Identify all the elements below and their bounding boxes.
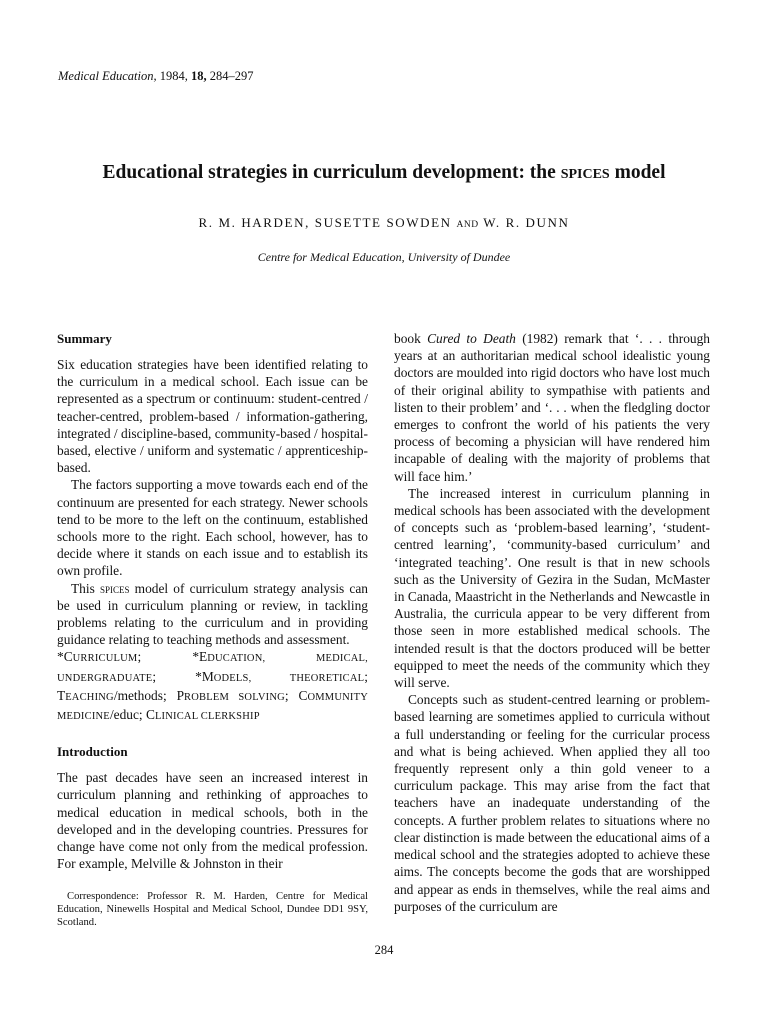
right-paragraph-1 xyxy=(394,330,710,485)
left-column xyxy=(57,330,368,872)
introduction-paragraph-1: The past decades have seen an increased interest in curriculum planning and rethinking of approaches to medical education in medical schools, both in the developed and in the developing countries. Pressures for change have come not only from the medical profession. For example, Melville & Johnston in their xyxy=(57,770,368,872)
authors-part1: R. M. HARDEN, SUSETTE SOWDEN xyxy=(198,215,457,230)
authors-and: AND xyxy=(456,220,479,230)
journal-volume: 18, xyxy=(190,69,207,83)
kw-3a: ROBLEM SOLVING xyxy=(184,691,285,703)
authors-line xyxy=(0,214,768,234)
correspondence-footnote xyxy=(57,890,368,929)
kw-2c: ; T xyxy=(57,668,368,703)
title-main: Educational strategies in curriculum development: the xyxy=(102,162,561,183)
summary-paragraph-1: Six education strategies have been identified relating to the curriculum in a medical school. Each issue can be represented as a spectrum or continuum: student-centred / teacher-centred, problem-based / information-gathering, integrated / discipline-based, community-based / hospital-based, elective / uniform and systematic / apprenticeship-based. xyxy=(57,357,368,476)
summary-p3-b: model of curriculum strategy analysis can be used in curriculum planning or review, in tackling problems relating to the curriculum and in providing guidance relating to teaching methods and assessment. xyxy=(57,580,368,648)
right-paragraph-3: Concepts such as student-centred learning or problem-based learning are sometimes applied to curricula without a full understanding or feeling for the curricular process and what is being achieved. When applied they all too frequently represent only a thin gold veneer to a curriculum package. This may arise from the fact that teachers have an inadequate understanding of the concepts. A further problem relates to situations where no clear distinction is made between the educational aims of a medical school and the strategies adopted to achieve these aims. The concepts become the gods that are worshipped and appear as ends in themselves, while the real aims and purposes of the curriculum are xyxy=(394,692,710,914)
journal-name: Medical Education, xyxy=(58,69,157,83)
kw-1c: ; *E xyxy=(137,649,208,665)
book-title: Cured to Death xyxy=(427,331,516,346)
kw-3d: /educ; C xyxy=(109,707,155,723)
introduction-heading: Introduction xyxy=(57,744,128,760)
summary-p3-a: This xyxy=(71,580,100,596)
kw-3e: LINICAL CLERKSHIP xyxy=(154,711,260,723)
page-number: 284 xyxy=(374,943,394,957)
kw-3b: ; C xyxy=(284,687,308,703)
journal-reference xyxy=(58,68,253,84)
right-column xyxy=(394,330,710,915)
title-end: model xyxy=(609,162,666,183)
kw-1a: *C xyxy=(57,649,73,665)
summary-heading: Summary xyxy=(57,331,112,346)
title-spices: spices xyxy=(560,162,610,183)
summary-paragraph-2: The factors supporting a move towards each end of the continuum are presented for each strategy. Newer schools tend to be more to the left on the continuum, established schools more to the right. Each school, however, has to decide where it stands on each issue and to establish its own profile. xyxy=(57,477,368,579)
kw-1d: DUCATION, MEDICAL, UNDERGRADUATE xyxy=(57,653,368,684)
article-title xyxy=(0,160,768,186)
kw-1b: URRICULUM xyxy=(72,653,138,665)
journal-year: 1984, xyxy=(156,69,191,83)
kw-2b: ODELS, THEORETICAL xyxy=(213,672,365,684)
right-p1-b: (1982) remark that ‘. . . through years at an authoritarian medical school idealistic young doctors are moulded into rigid doctors who have lost much of their original ability to sympathise with patients and listen to their problem’ and ‘. . . when the fledgling doctor emerges to confront the world of his patients the very process of becoming a physician will have rendered him incapable of dealing with the majority of problems that will face him.’ xyxy=(394,331,710,484)
kw-3c: OMMUNITY MEDICINE xyxy=(57,691,368,723)
authors-part2: W. R. DUNN xyxy=(478,215,570,230)
right-p1-a: book xyxy=(394,331,428,346)
kw-2e: /methods; P xyxy=(113,687,185,703)
kw-2d: EACHING xyxy=(65,691,114,703)
right-paragraph-2: The increased interest in curriculum planning in medical schools has been associated with the development of concepts such as ‘problem-based learning’, ‘student-centred learning’, ‘community-based curriculum’ and ‘integrated teaching’. One result is that in new schools such as the University of Gezira in the Sudan, McMaster in Canada, Maastricht in the Netherlands and Newcastle in Australia, the curricula appear to be very different from those seen in more established medical schools. The intended result is that the doctors produced will be better equipped to meet the needs of the community which they will serve. xyxy=(394,485,710,691)
summary-p3-spices: spices xyxy=(99,580,130,596)
kw-2a: ; *M xyxy=(152,668,214,684)
affiliation: Centre for Medical Education, University of Dundee xyxy=(257,250,511,264)
correspondence-text: Correspondence: Professor R. M. Harden, Centre for Medical Education, Ninewells Hospital and Medical School, Dundee DD1 9SY, Scotland. xyxy=(57,891,368,928)
journal-pages: 284–297 xyxy=(206,69,254,83)
keywords xyxy=(57,648,368,725)
summary-paragraph-3 xyxy=(57,580,368,649)
